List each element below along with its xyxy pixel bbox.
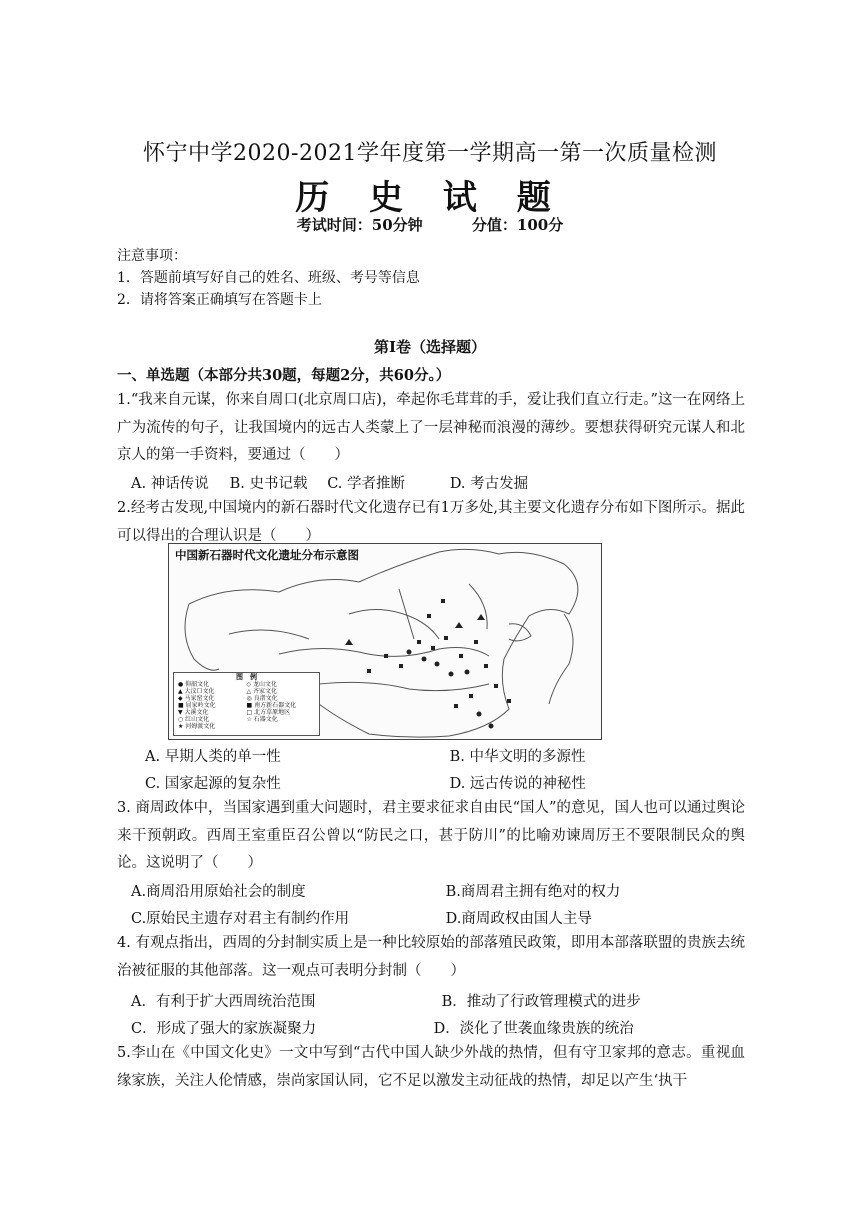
option-c: C.原始民主遗存对君主有制约作用 <box>131 911 350 927</box>
legend-title: 图 例 <box>236 673 257 681</box>
question-3-stem: 3. 商周政体中，当国家遇到重大问题时，君主要求征求自由民“国人”的意见，国人也可以通过舆论来干预朝政。西周王室重臣召公曾以“防民之口，甚于防川”的比喻劝谏周厉王不要限制民众的舆论。这说明了（ ） <box>117 800 745 871</box>
map-legend <box>173 672 320 736</box>
question-4-options-row2 <box>131 1017 751 1038</box>
option-d: D. 考古发掘 <box>449 476 529 492</box>
question-5-stem: 5.李山在《中国文化史》一文中写到“古代中国人缺少外战的热情，但有守卫家邦的意志。重视血缘家族，关注人伦情感，崇尚家国认同，它不足以激发主动征战的热情，却足以产生‘执干 <box>117 1045 745 1089</box>
map-title: 中国新石器时代文化遗址分布示意图 <box>175 548 359 562</box>
question-2-stem: 2.经考古发现,中国境内的新石器时代文化遗存已有1万多处,其主要文化遗存分布如下图所示。据此可以得出的合理认识是（ ） <box>117 500 745 544</box>
exam-score: 分值：100分 <box>471 216 564 234</box>
legend-item: ● 仰韶文化 <box>178 681 210 688</box>
question-4-options-row1 <box>131 990 751 1011</box>
option-a: A.商周沿用原始社会的制度 <box>131 884 306 900</box>
option-b: B．推动了行政管理模式的进步 <box>441 994 641 1010</box>
option-c: C. 学者推断 <box>327 476 406 492</box>
option-b: B. 中华文明的多源性 <box>449 749 586 765</box>
section-title: 第Ⅰ卷（选择题） <box>373 338 487 356</box>
question-2-options-row1 <box>145 745 765 766</box>
note-item: 1．答题前填写好自己的姓名、班级、考号等信息 <box>117 270 420 286</box>
legend-item: ○ 红山文化 <box>178 716 210 723</box>
option-b: B.商周君主拥有绝对的权力 <box>445 884 621 900</box>
option-d: D.商周政权由国人主导 <box>445 911 592 927</box>
question-3-options-row1 <box>131 880 751 901</box>
question-2-options-row2 <box>145 772 765 793</box>
exam-info <box>0 214 860 235</box>
note-item: 2．请将答案正确填写在答题卡上 <box>117 292 322 308</box>
legend-item: ◆ 马家窑文化 <box>178 695 215 702</box>
notes <box>117 245 420 311</box>
part-title: 一、单选题（本部分共30题，每题2分，共60分。） <box>117 367 451 384</box>
legend-item: ◇ 龙山文化 <box>246 681 278 688</box>
question-3-options-row2 <box>131 907 751 928</box>
question-1-stem: 1.“我来自元谋，你来自周口(北京周口店)，牵起你毛茸茸的手，爱让我们直立行走。”这一在网络上广为流传的句子，让我国境内的远古人类蒙上了一层神秘而浪漫的薄纱。要想获得研究元谋人和北京人的第一手资料，要通过（ ） <box>117 392 745 463</box>
option-d: D．淡化了世袭血缘贵族的统治 <box>433 1021 634 1037</box>
option-a: A. 神话传说 <box>131 476 209 492</box>
option-c: C．形成了强大的家族凝聚力 <box>131 1021 317 1037</box>
legend-item: ▲ 大汶口文化 <box>178 688 215 695</box>
option-a: A. 早期人类的单一性 <box>145 749 281 765</box>
legend-right <box>247 681 316 730</box>
school-title: 怀宁中学2020-2021学年度第一学期高一第一次质量检测 <box>143 141 717 166</box>
neolithic-sites-map <box>168 543 602 740</box>
subject-title: 历 史 试 题 <box>295 178 565 218</box>
legend-item: ▼ 大溪文化 <box>178 709 209 716</box>
legend-item: ☆ 石器文化 <box>246 716 278 723</box>
option-b: B. 史书记载 <box>229 476 308 492</box>
legend-item: ■ 南方新石器文化 <box>246 702 297 709</box>
option-a: A．有利于扩大西周统治范围 <box>131 994 316 1010</box>
legend-left <box>178 681 247 730</box>
option-c: C. 国家起源的复杂性 <box>145 776 281 792</box>
question-1-options <box>131 472 528 493</box>
legend-item: ■ 屈家岭文化 <box>178 702 216 709</box>
notes-title: 注意事项： <box>117 248 187 264</box>
legend-item: ◎ 良渚文化 <box>246 695 278 702</box>
legend-item: △ 齐家文化 <box>246 688 278 695</box>
legend-item: □ 北方草原地区 <box>246 709 291 716</box>
exam-time: 考试时间：50分钟 <box>296 216 423 234</box>
legend-item: ★ 河姆渡文化 <box>178 723 216 730</box>
option-d: D. 远古传说的神秘性 <box>449 776 586 792</box>
question-4-stem: 4. 有观点指出，西周的分封制实质上是一种比较原始的部落殖民政策，即用本部落联盟的贵族去统治被征服的其他部落。这一观点可表明分封制（ ） <box>117 935 745 979</box>
